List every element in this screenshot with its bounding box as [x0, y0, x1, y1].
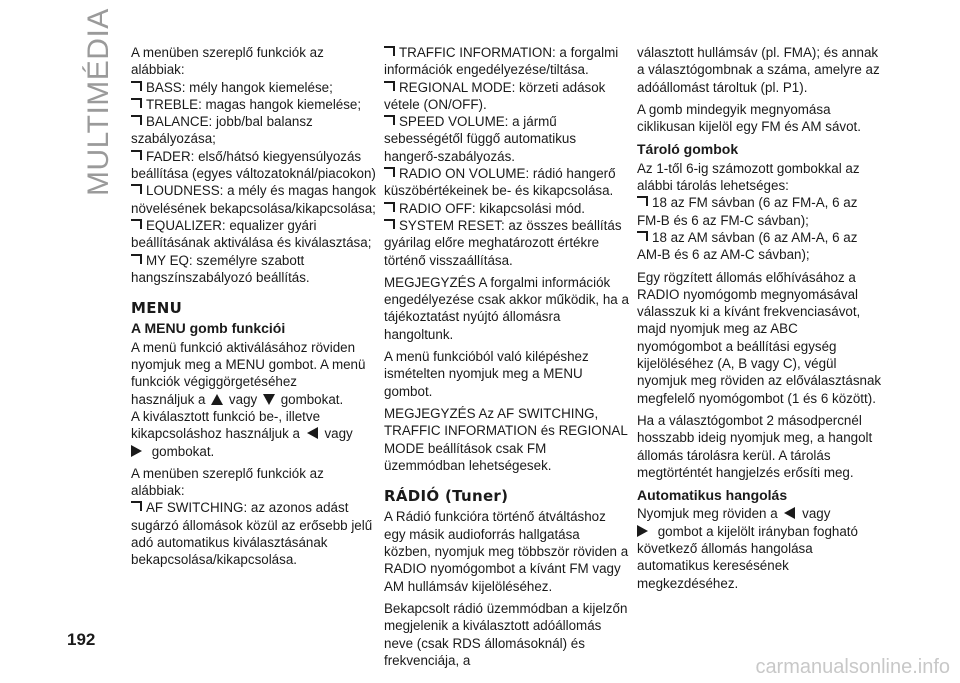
bullet-icon: [131, 98, 142, 108]
list-item: MY EQ: személyre szabott hangszínszabályozó beállítás.: [131, 252, 310, 285]
column-2: [384, 44, 630, 669]
arrow-left-icon: [307, 427, 318, 439]
list-item: SPEED VOLUME: a jármű sebességétől függő automatikus hangerő-szabályozás.: [384, 114, 577, 164]
paragraph: A menüben szereplő funkciók az alábbiak:: [131, 45, 324, 78]
bullet-icon: [131, 115, 142, 125]
subheading: Automatikus hangolás: [637, 487, 788, 504]
list-item: BALANCE: jobb/bal balansz szabályozása;: [131, 114, 313, 147]
paragraph: Egy rögzített állomás előhívásához a RADIO nyomógomb megnyomásával válasszuk ki a kívánt frekvenciasávot, majd nyomjuk meg az ABC nyomógombot a beállítási egység kijelöléséhez (A, B vagy C), végül nyomjuk meg röviden az előválasztásnak megfelelő nyomógombot (1 és 6 között).: [637, 269, 882, 406]
bullet-icon: [637, 196, 648, 206]
paragraph: A menü funkcióból való kilépéshez ismételten nyomjuk meg a MENU gombot.: [384, 349, 589, 399]
bullet-icon: [384, 219, 395, 229]
watermark: carmanualsonline.info: [755, 656, 950, 678]
list-item: TREBLE: magas hangok kiemelése;: [131, 96, 377, 113]
paragraph: Ha a választógombot 2 másodpercnél hosszabb ideig nyomjuk meg, a hangolt állomás tárolásra kerül. A tárolás megtörténtét hangjelzés erősíti meg.: [637, 412, 873, 480]
list-item: 18 az FM sávban (6 az FM-A, 6 az FM-B és 6 az FM-C sávban);: [637, 195, 858, 228]
column-3: [637, 44, 883, 592]
list-item: BASS: mély hangok kiemelése;: [131, 79, 377, 96]
paragraph: A Rádió funkcióra történő átváltáshoz egy másik audioforrás hallgatása közben, nyomjuk meg többször röviden a RADIO nyomógombot a kívánt FM vagy AM hullámsáv kijelöléséhez.: [384, 509, 629, 594]
list-item: REGIONAL MODE: körzeti adások vétele (ON/OFF).: [384, 79, 606, 112]
arrow-left-icon: [784, 507, 795, 519]
bullet-icon: [384, 46, 395, 56]
subheading: A MENU gomb funkciói: [131, 320, 286, 337]
column-1: [131, 44, 377, 569]
chapter-title: MULTIMÉDIA: [82, 8, 115, 196]
bullet-icon: [131, 150, 142, 160]
list-item: TRAFFIC INFORMATION: a forgalmi információk engedélyezése/tiltása.: [384, 45, 619, 78]
bullet-icon: [131, 81, 142, 91]
section-heading: RÁDIÓ (Tuner): [384, 487, 509, 506]
note: MEGJEGYZÉS A forgalmi információk engedélyezése csak akkor működik, ha a tájékoztatást nyújtó állomásra hangoltunk.: [384, 274, 629, 342]
arrow-right-icon: [637, 525, 648, 537]
paragraph: A gomb mindegyik megnyomása ciklikusan kijelöl egy FM és AM sávot.: [637, 101, 861, 135]
paragraph: Az 1-től 6-ig számozott gombokkal az alábbi tárolás lehetséges:: [637, 160, 860, 194]
paragraph: választott hullámsáv (pl. FMA); és annak a választógombnak a száma, amelyre az adóállomást tároltuk (pl. P1).: [637, 45, 880, 95]
arrow-down-icon: [263, 394, 275, 405]
paragraph: Bekapcsolt rádió üzemmódban a kijelzőn megjelenik a kiválasztott adóállomás neve (csak RDS állomásoknál) és frekvenciája, a: [384, 600, 628, 668]
list-item: FADER: első/hátsó kiegyensúlyozás beállítása (egyes változatoknál/piacokon): [131, 148, 376, 182]
bullet-icon: [384, 167, 395, 177]
bullet-icon: [131, 254, 142, 264]
list-item: SYSTEM RESET: az összes beállítás gyárilag előre meghatározott értékre történő visszaállítása.: [384, 217, 622, 268]
paragraph: A kiválasztott funkció be-, illetve kikapcsoláshoz használjuk a vagy gombokat.: [131, 408, 353, 459]
section-heading: MENU: [131, 299, 183, 318]
bullet-icon: [637, 231, 648, 241]
bullet-icon: [131, 501, 142, 511]
bullet-icon: [384, 81, 395, 91]
bullet-icon: [384, 115, 395, 125]
list-item: RADIO OFF: kikapcsolási mód.: [384, 200, 630, 217]
list-item: RADIO ON VOLUME: rádió hangerő küszöbértékeinek be- és kikapcsolása.: [384, 166, 616, 199]
subheading: Tároló gombok: [637, 141, 739, 158]
bullet-icon: [131, 219, 142, 229]
bullet-icon: [131, 184, 142, 194]
paragraph: használjuk a vagy gombokat.: [131, 391, 344, 407]
bullet-icon: [384, 202, 395, 212]
paragraph: A menüben szereplő funkciók az alábbiak:: [131, 465, 324, 499]
list-item: LOUDNESS: a mély és magas hangok növelésének bekapcsolása/kikapcsolása;: [131, 183, 376, 216]
note: MEGJEGYZÉS Az AF SWITCHING, TRAFFIC INFORMATION és REGIONAL MODE beállítások csak FM üzemmódban lehetségesek.: [384, 405, 628, 473]
page-number: 192: [67, 630, 96, 649]
list-item: EQUALIZER: equalizer gyári beállításának aktiválása és kiválasztása;: [131, 217, 372, 251]
paragraph: Nyomjuk meg röviden a vagy gombot a kijelölt irányban fogható következő állomás hangolása automatikus keresésének megkezdéséhez.: [637, 506, 858, 591]
list-item: 18 az AM sávban (6 az AM-A, 6 az AM-B és 6 az AM-C sávban);: [637, 229, 858, 263]
arrow-up-icon: [211, 394, 223, 405]
list-item: AF SWITCHING: az azonos adást sugárzó állomások közül az erősebb jelű adó automatikus kiválasztásának bekapcsolása/kikapcsolása.: [131, 500, 373, 568]
paragraph: A menü funkció aktiválásához röviden nyomjuk meg a MENU gombot. A menü funkciók végiggörgetéséhez: [131, 339, 366, 390]
arrow-right-icon: [131, 445, 142, 457]
